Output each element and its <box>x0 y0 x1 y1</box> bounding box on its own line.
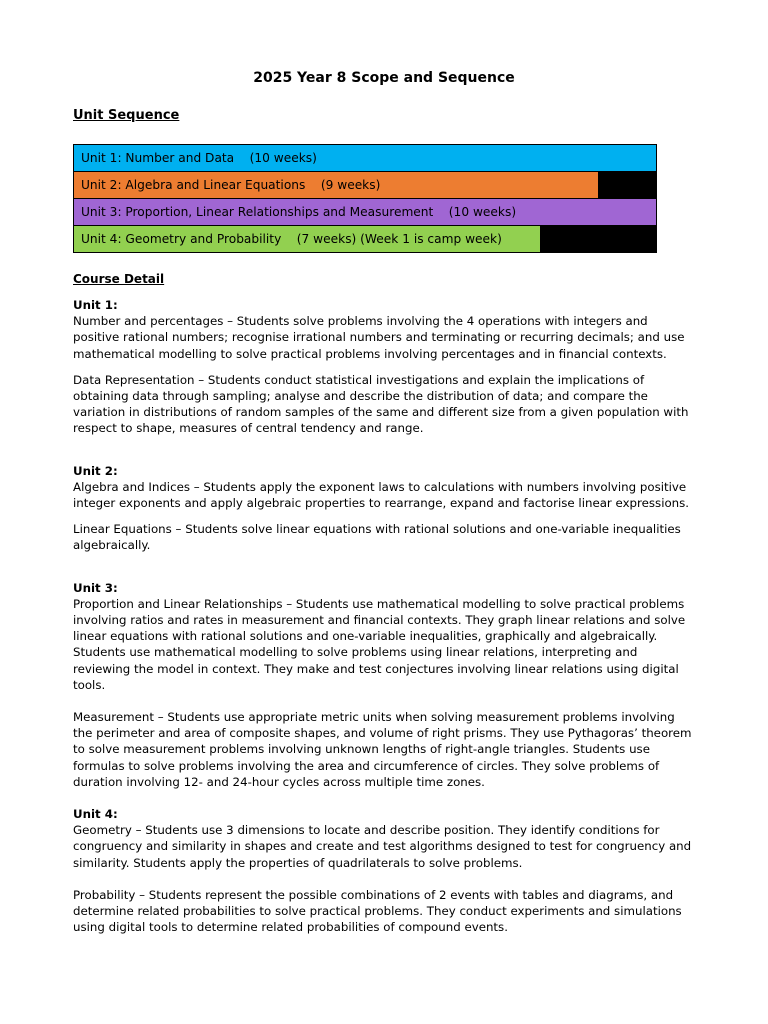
course-detail-content <box>73 297 693 936</box>
unit-row <box>74 172 656 199</box>
document-title: 2025 Year 8 Scope and Sequence <box>253 70 515 86</box>
unit-3-heading: Unit 3: <box>73 580 118 595</box>
unit-bar: Unit 3: Proportion, Linear Relationships and Measurement (10 weeks) <box>74 199 656 225</box>
unit-1-heading: Unit 1: <box>73 298 118 312</box>
unit-2-linear-paragraph: Linear Equations – Students solve linear equations with rational solutions and one-variable inequalities algebraically. <box>73 522 681 553</box>
unit-sequence-table <box>73 144 657 253</box>
unit-2-algebra-paragraph: Algebra and Indices – Students apply the exponent laws to calculations with numbers involving positive integer exponents and apply algebraic properties to rearrange, expand and factorise linear expressions. <box>73 479 690 511</box>
unit-4-probability-paragraph: Probability – Students represent the possible combinations of 2 events with tables and diagrams, and determine related probabilities to solve practical problems. They conduct experiments and simulations using digital tools to determine related probabilities of compound events. <box>73 887 682 935</box>
unit-bar: Unit 4: Geometry and Probability (7 weeks) (Week 1 is camp week) <box>74 226 540 252</box>
unit-3-proportion-paragraph: Proportion and Linear Relationships – Students use mathematical modelling to solve practical problems involving ratios and rates in measurement and financial contexts. They graph linear relations and solve linear equations with rational solutions and one-variable inequalities, graphically and algebraically. Students use mathematical modelling to solve problems using linear relations, interpreting and reviewing the model in context. They make and test conjectures involving linear relations using digital tools. <box>73 596 686 692</box>
unit-row <box>74 226 656 253</box>
unit-sequence-heading: Unit Sequence <box>73 108 180 123</box>
unit-1-data-paragraph: Data Representation – Students conduct statistical investigations and explain the implications of obtaining data through sampling; analyse and describe the distribution of data; and compare the variation in distributions of random samples of the same and different size from a given population with respect to shape, measures of central tendency and range. <box>73 372 689 436</box>
unit-2-heading: Unit 2: <box>73 463 118 478</box>
unit-row <box>74 145 656 172</box>
unit-1-number-paragraph: Number and percentages – Students solve problems involving the 4 operations with integers and positive rational numbers; recognise irrational numbers and terminating or recurring decimals; and use mathematical modelling to solve practical problems involving percentages and in financial contexts. <box>73 314 685 361</box>
unit-4-heading: Unit 4: <box>73 807 118 822</box>
unit-3-measurement-paragraph: Measurement – Students use appropriate metric units when solving measurement problems involving the perimeter and area of composite shapes, and volume of right prisms. They use Pythagoras’ theorem to solve measurement problems involving unknown lengths of right-angle triangles. Students use formulas to solve problems involving the area and circumference of circles. They solve problems of duration involving 12- and 24-hour cycles across multiple time zones. <box>73 710 692 789</box>
unit-bar: Unit 1: Number and Data (10 weeks) <box>74 145 656 171</box>
course-detail-heading: Course Detail <box>73 272 165 286</box>
unit-bar: Unit 2: Algebra and Linear Equations (9 weeks) <box>74 172 598 198</box>
unit-4-geometry-paragraph: Geometry – Students use 3 dimensions to locate and describe position. They identify conditions for congruency and similarity in shapes and create and test algorithms designed to test for congruency and similarity. Students apply the properties of quadrilaterals to solve problems. <box>73 823 692 870</box>
unit-row <box>74 199 656 226</box>
